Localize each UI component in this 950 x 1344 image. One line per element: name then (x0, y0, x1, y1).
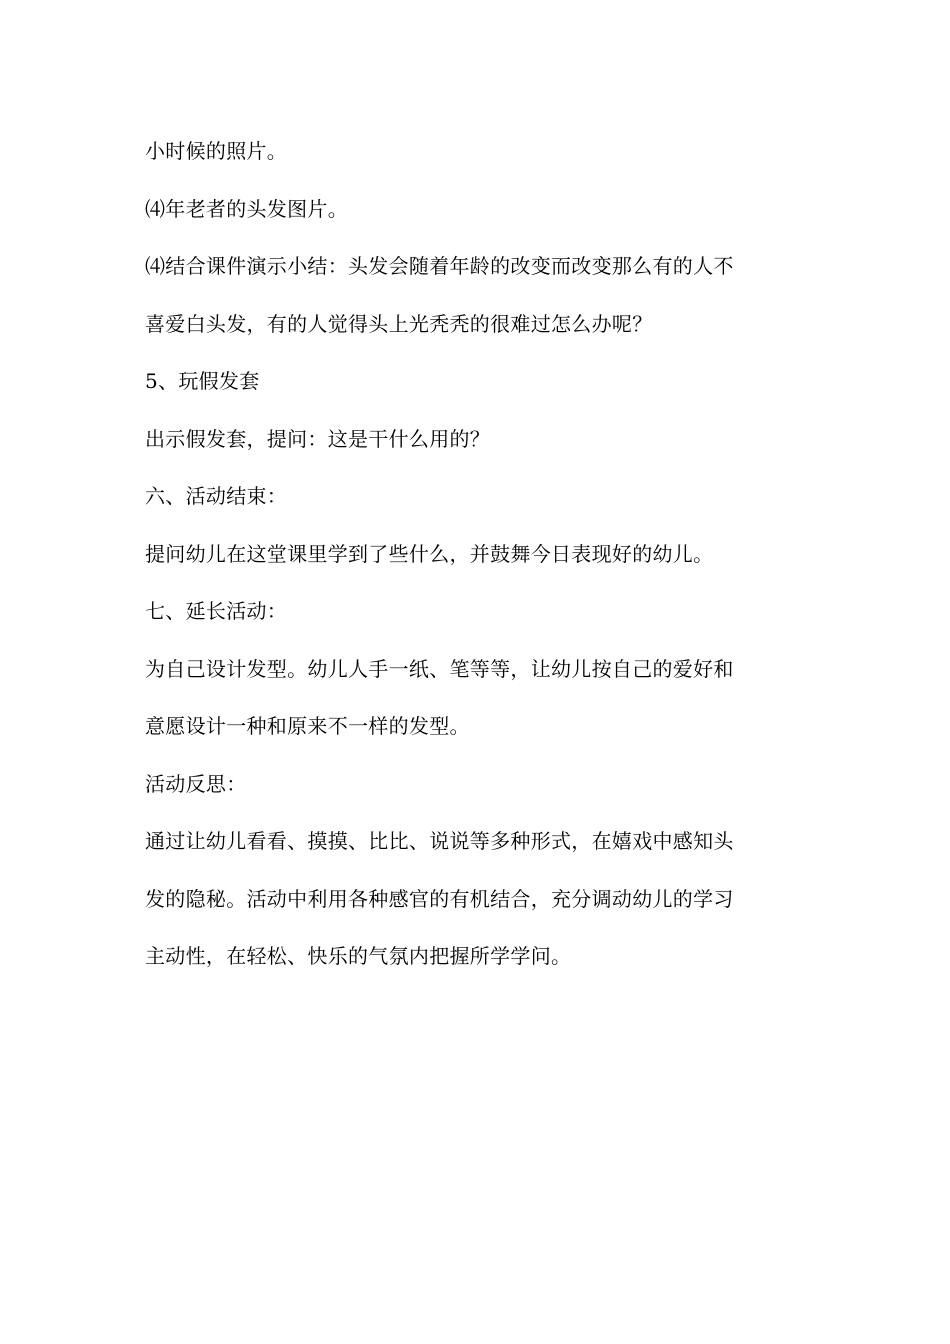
text-line: 意愿设计一种和原来不一样的发型。 (145, 714, 470, 738)
text-line: 主动性，在轻松、快乐的气氛内把握所学学问。 (145, 944, 572, 968)
text-line: 出示假发套，提问：这是干什么用的？ (145, 426, 491, 451)
document-body (145, 137, 815, 1000)
text-line: 为自己设计发型。幼儿人手一纸、笔等等，让幼儿按自己的爱好和 (145, 656, 734, 681)
section-heading: 5、玩假发套 (145, 369, 260, 393)
text-line: 喜爱白头发，有的人觉得头上光秃秃的很难过怎么办呢？ (145, 311, 653, 336)
list-item-line: ⑷结合课件演示小结：头发会随着年龄的改变而改变那么有的人不 (145, 254, 734, 278)
text-line: 提问幼儿在这堂课里学到了些什么，并鼓舞今日表现好的幼儿。 (145, 541, 714, 566)
text-line: 小时候的照片。 (145, 139, 288, 163)
section-heading: 六、活动结束： (145, 484, 288, 508)
text-line: 通过让幼儿看看、摸摸、比比、说说等多种形式，在嬉戏中感知头 (145, 829, 734, 853)
section-heading: 七、延长活动： (145, 599, 288, 623)
section-heading: 活动反思： (145, 771, 247, 796)
text-line: 发的隐秘。活动中利用各种感官的有机结合，充分调动幼儿的学习 (145, 886, 734, 911)
list-item-line: ⑷年老者的头发图片。 (145, 196, 348, 221)
